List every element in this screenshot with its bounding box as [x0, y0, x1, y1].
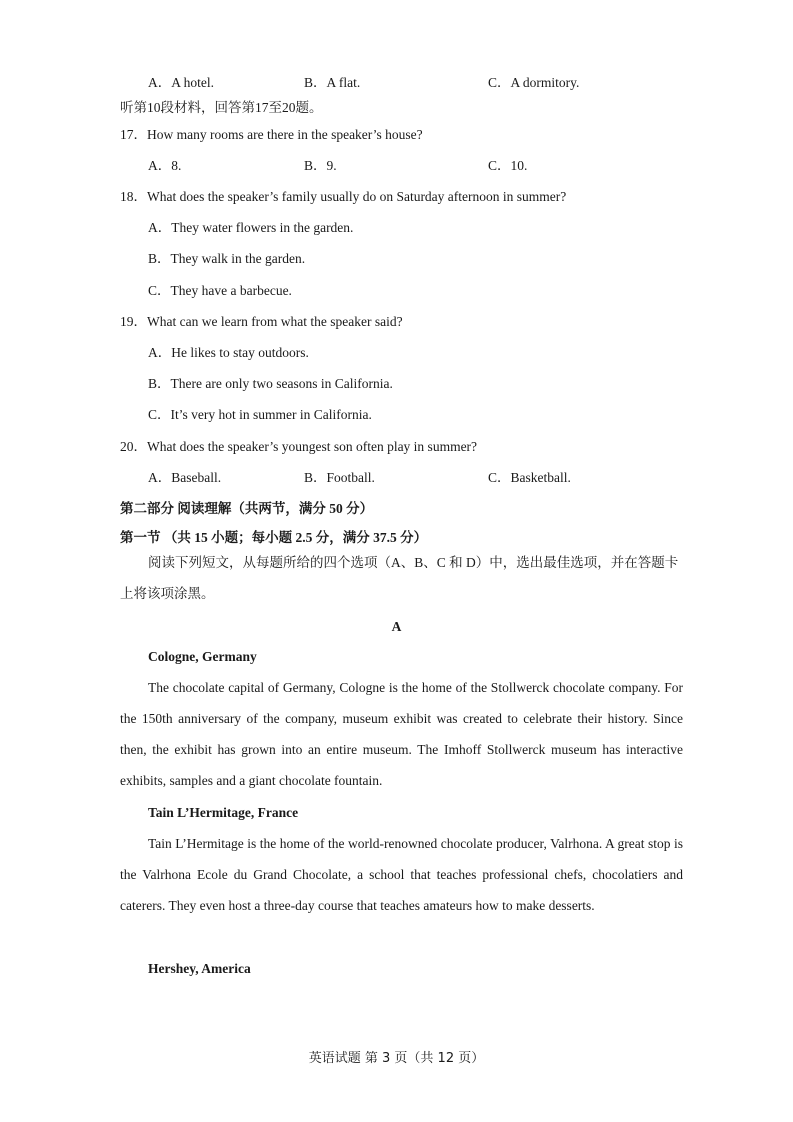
q18-option-c: C．They have a barbecue. — [148, 283, 292, 298]
q18-option-a: A．They water flowers in the garden. — [148, 220, 354, 235]
q17-option-b: B．9. — [304, 158, 337, 173]
q20-option-c: C．Basketball. — [488, 470, 571, 485]
q17-stem: 17．How many rooms are there in the speaker’s house? — [120, 127, 423, 142]
tain-text: Tain L’Hermitage is the home of the world-renowned chocolate producer, Valrhona. A great stop is the Valrhona Ecole du Grand Chocolate, a school that teaches professional chefs, chocolatiers and caterers. They even host a three-day course that teaches amateurs how to make desserts. — [120, 836, 683, 913]
instructions-line-2: 上将该项涂黑。 — [120, 586, 215, 601]
cologne-paragraph — [120, 672, 683, 796]
q19-stem: 19．What can we learn from what the speaker said? — [120, 314, 403, 329]
q18-stem: 18．What does the speaker’s family usually do on Saturday afternoon in summer? — [120, 189, 567, 204]
tain-paragraph — [120, 828, 683, 921]
hershey-heading: Hershey, America — [148, 961, 251, 976]
q20-option-a: A．Baseball. — [148, 470, 222, 485]
part2-title: 第二部分 阅读理解（共两节，满分 50 分） — [120, 501, 374, 516]
q20-option-b: B．Football. — [304, 470, 375, 485]
section1-title: 第一节 （共 15 小题；每小题 2.5 分，满分 37.5 分） — [120, 530, 428, 545]
q18-option-b: B．They walk in the garden. — [148, 251, 306, 266]
q19-option-a: A．He likes to stay outdoors. — [148, 345, 309, 360]
tain-heading: Tain L’Hermitage, France — [148, 805, 299, 820]
q17-option-a: A．8. — [148, 158, 182, 173]
q16-option-c: C．A dormitory. — [488, 75, 580, 90]
q20-stem: 20．What does the speaker’s youngest son often play in summer? — [120, 439, 478, 454]
passage-label: A — [391, 619, 402, 634]
q17-option-c: C．10. — [488, 158, 528, 173]
cologne-text: The chocolate capital of Germany, Cologne is the home of the Stollwerck chocolate company. For the 150th anniversary of the company, museum exhibit was created to celebrate their history. Since then, the exhibit has grown into an entire museum. The Imhoff Stollwerck museum has interactive exhibits, samples and a giant chocolate fountain. — [120, 680, 683, 788]
instructions-line-1: 阅读下列短文，从每题所给的四个选项（A、B、C 和 D）中，选出最佳选项，并在答题卡 — [148, 555, 679, 570]
q16-option-a: A．A hotel. — [148, 75, 214, 90]
q19-option-c: C．It’s very hot in summer in California. — [148, 407, 372, 422]
section10-intro: 听第10段材料，回答第17至20题。 — [120, 100, 323, 115]
page-footer: 英语试题 第 3 页（共 12 页） — [308, 1051, 485, 1066]
q16-option-b: B．A flat. — [304, 75, 361, 90]
cologne-heading: Cologne, Germany — [148, 649, 257, 664]
q19-option-b: B．There are only two seasons in California. — [148, 376, 393, 391]
